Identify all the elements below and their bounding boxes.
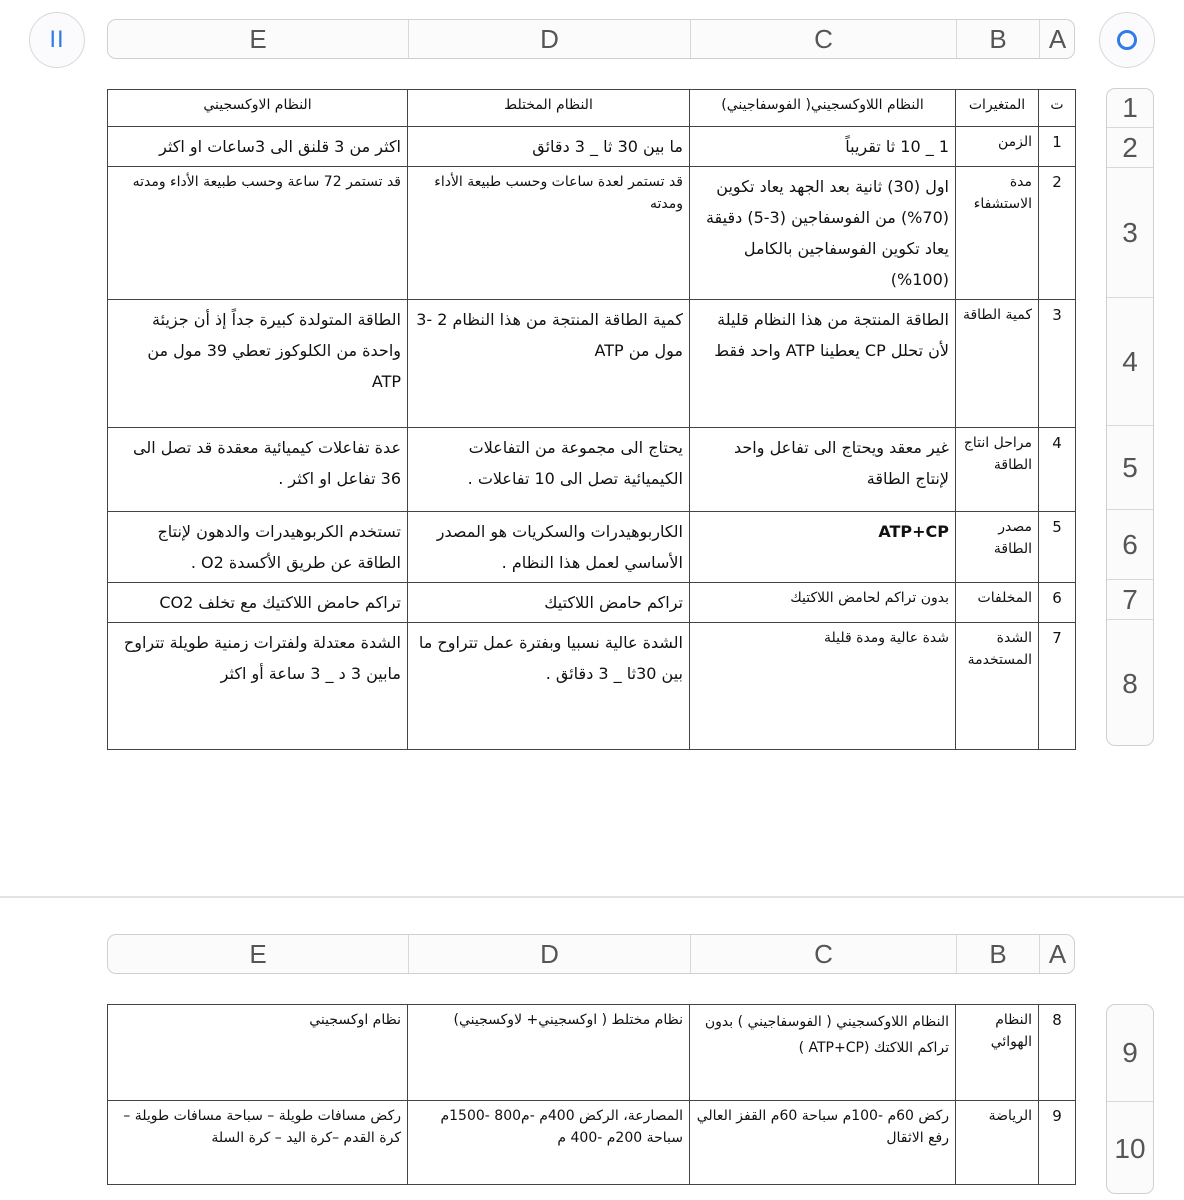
column-header-bar <box>107 934 1075 974</box>
cell-variable[interactable]: مراحل انتاج الطاقة <box>956 428 1039 512</box>
cell-aerobic[interactable]: ركض مسافات طويلة – سباحة مسافات طويلة –كرة القدم –كرة اليد – كرة السلة <box>108 1101 408 1185</box>
cell-aerobic[interactable]: تستخدم الكربوهيدرات والدهون لإنتاج الطاقة عن طريق الأكسدة O2 . <box>108 512 408 583</box>
header-variables[interactable]: المتغيرات <box>956 90 1039 127</box>
cell-mixed[interactable]: الشدة عالية نسبيا وبفترة عمل تتراوح ما بين 30ثا _ 3 دقائق . <box>408 623 690 750</box>
table-row <box>108 512 1076 583</box>
column-header-a[interactable]: A <box>1039 935 1075 973</box>
cell-t[interactable]: 5 <box>1039 512 1076 583</box>
cell-anaerobic[interactable]: اول (30) ثانية بعد الجهد يعاد تكوين (70%) من الفوسفاجين (3-5) دقيقة يعاد تكوين الفوسفاجين بالكامل (100%) <box>690 167 956 300</box>
cell-anaerobic[interactable]: ركض 60م -100م سباحة 60م القفز العالي رفع الاثقال <box>690 1101 956 1185</box>
table-row <box>108 428 1076 512</box>
cell-variable[interactable]: النظام الهوائي <box>956 1005 1039 1101</box>
cell-anaerobic[interactable]: النظام اللاوكسجيني ( الفوسفاجيني ) بدون تراكم اللاكتك (ATP+CP ) <box>690 1005 956 1101</box>
cell-variable[interactable]: كمية الطاقة <box>956 300 1039 428</box>
table-row <box>108 90 1076 127</box>
cell-mixed[interactable]: قد تستمر لعدة ساعات وحسب طبيعة الأداء ومدته <box>408 167 690 300</box>
column-header-e[interactable]: E <box>249 23 267 54</box>
cell-t[interactable]: 4 <box>1039 428 1076 512</box>
row-header-4[interactable]: 4 <box>1107 297 1153 425</box>
cell-mixed[interactable]: يحتاج الى مجموعة من التفاعلات الكيميائية تصل الى 10 تفاعلات . <box>408 428 690 512</box>
cell-aerobic[interactable]: اكثر من 3 قلنق الى 3ساعات او اكثر <box>108 127 408 167</box>
record-button[interactable] <box>1099 12 1155 68</box>
cell-aerobic[interactable]: عدة تفاعلات كيميائية معقدة قد تصل الى 36 تفاعل او اكثر . <box>108 428 408 512</box>
cell-variable[interactable]: المخلفات <box>956 583 1039 623</box>
cell-t[interactable]: 2 <box>1039 167 1076 300</box>
cell-mixed[interactable]: المصارعة، الركض 400م -م800 -1500م سباحة 200م -400 م <box>408 1101 690 1185</box>
column-header-c[interactable]: C <box>690 20 956 58</box>
cell-mixed[interactable]: ما بين 30 ثا _ 3 دقائق <box>408 127 690 167</box>
table-row <box>108 1005 1076 1101</box>
cell-anaerobic[interactable]: غير معقد ويحتاج الى تفاعل واحد لإنتاج الطاقة <box>690 428 956 512</box>
row-header-10[interactable]: 10 <box>1107 1101 1153 1195</box>
cell-variable[interactable]: مصدر الطاقة <box>956 512 1039 583</box>
page-separator <box>0 896 1184 898</box>
table-row <box>108 300 1076 428</box>
row-header-bar <box>1106 1004 1154 1194</box>
header-t[interactable]: ت <box>1039 90 1076 127</box>
cell-variable[interactable]: الزمن <box>956 127 1039 167</box>
column-header-d[interactable]: D <box>408 20 690 58</box>
cell-aerobic[interactable]: قد تستمر 72 ساعة وحسب طبيعة الأداء ومدته <box>108 167 408 300</box>
column-header-b[interactable]: B <box>956 935 1039 973</box>
cell-variable[interactable]: الرياضة <box>956 1101 1039 1185</box>
row-header-9[interactable]: 9 <box>1122 1037 1138 1068</box>
energy-systems-table <box>107 89 1076 750</box>
header-aerobic[interactable]: النظام الاوكسجيني <box>108 90 408 127</box>
cell-anaerobic[interactable]: شدة عالية ومدة قليلة <box>690 623 956 750</box>
cell-t[interactable]: 1 <box>1039 127 1076 167</box>
row-header-8[interactable]: 8 <box>1107 619 1153 747</box>
row-header-bar <box>1106 88 1154 746</box>
table-row <box>108 127 1076 167</box>
column-header-c[interactable]: C <box>690 935 956 973</box>
row-header-2[interactable]: 2 <box>1107 127 1153 167</box>
cell-t[interactable]: 3 <box>1039 300 1076 428</box>
column-header-a[interactable]: A <box>1039 20 1075 58</box>
cell-variable[interactable]: الشدة المستخدمة <box>956 623 1039 750</box>
cell-t[interactable]: 9 <box>1039 1101 1076 1185</box>
table-row <box>108 583 1076 623</box>
row-header-5[interactable]: 5 <box>1107 425 1153 509</box>
cell-t[interactable]: 7 <box>1039 623 1076 750</box>
column-header-bar <box>107 19 1075 59</box>
table-row <box>108 1101 1076 1185</box>
row-header-6[interactable]: 6 <box>1107 509 1153 579</box>
column-header-b[interactable]: B <box>956 20 1039 58</box>
cell-aerobic[interactable]: نظام اوكسجيني <box>108 1005 408 1101</box>
row-header-1[interactable]: 1 <box>1122 92 1138 123</box>
cell-aerobic[interactable]: الشدة معتدلة ولفترات زمنية طويلة تتراوح مابين 3 د _ 3 ساعة أو اكثر <box>108 623 408 750</box>
cell-anaerobic[interactable]: ATP+CP <box>690 512 956 583</box>
table-row <box>108 167 1076 300</box>
row-header-3[interactable]: 3 <box>1107 167 1153 297</box>
cell-variable[interactable]: مدة الاستشفاء <box>956 167 1039 300</box>
cell-anaerobic[interactable]: 1 _ 10 ثا تقريباً <box>690 127 956 167</box>
header-mixed[interactable]: النظام المختلط <box>408 90 690 127</box>
cell-mixed[interactable]: تراكم حامض اللاكتيك <box>408 583 690 623</box>
cell-aerobic[interactable]: تراكم حامض اللاكتيك مع تخلف CO2 <box>108 583 408 623</box>
cell-anaerobic[interactable]: الطاقة المنتجة من هذا النظام قليلة لأن تحلل CP يعطينا ATP واحد فقط <box>690 300 956 428</box>
energy-systems-table-continued <box>107 1004 1076 1185</box>
cell-aerobic[interactable]: الطاقة المتولدة كبيرة جداً إذ أن جزيئة واحدة من الكلوكوز تعطي 39 مول من ATP <box>108 300 408 428</box>
record-icon <box>1117 30 1137 50</box>
header-anaerobic[interactable]: النظام اللاوكسجيني( الفوسفاجيني) <box>690 90 956 127</box>
column-header-e[interactable]: E <box>249 938 267 969</box>
cell-mixed[interactable]: الكاربوهيدرات والسكريات هو المصدر الأساسي لعمل هذا النظام . <box>408 512 690 583</box>
pause-button[interactable] <box>29 12 85 68</box>
cell-mixed[interactable]: كمية الطاقة المنتجة من هذا النظام 2 -3 مول من ATP <box>408 300 690 428</box>
cell-t[interactable]: 8 <box>1039 1005 1076 1101</box>
table-row <box>108 623 1076 750</box>
cell-mixed[interactable]: نظام مختلط ( اوكسجيني+ لاوكسجيني) <box>408 1005 690 1101</box>
pause-icon: II <box>49 26 65 53</box>
row-header-7[interactable]: 7 <box>1107 579 1153 619</box>
cell-anaerobic[interactable]: بدون تراكم لحامض اللاكتيك <box>690 583 956 623</box>
column-header-d[interactable]: D <box>408 935 690 973</box>
cell-t[interactable]: 6 <box>1039 583 1076 623</box>
